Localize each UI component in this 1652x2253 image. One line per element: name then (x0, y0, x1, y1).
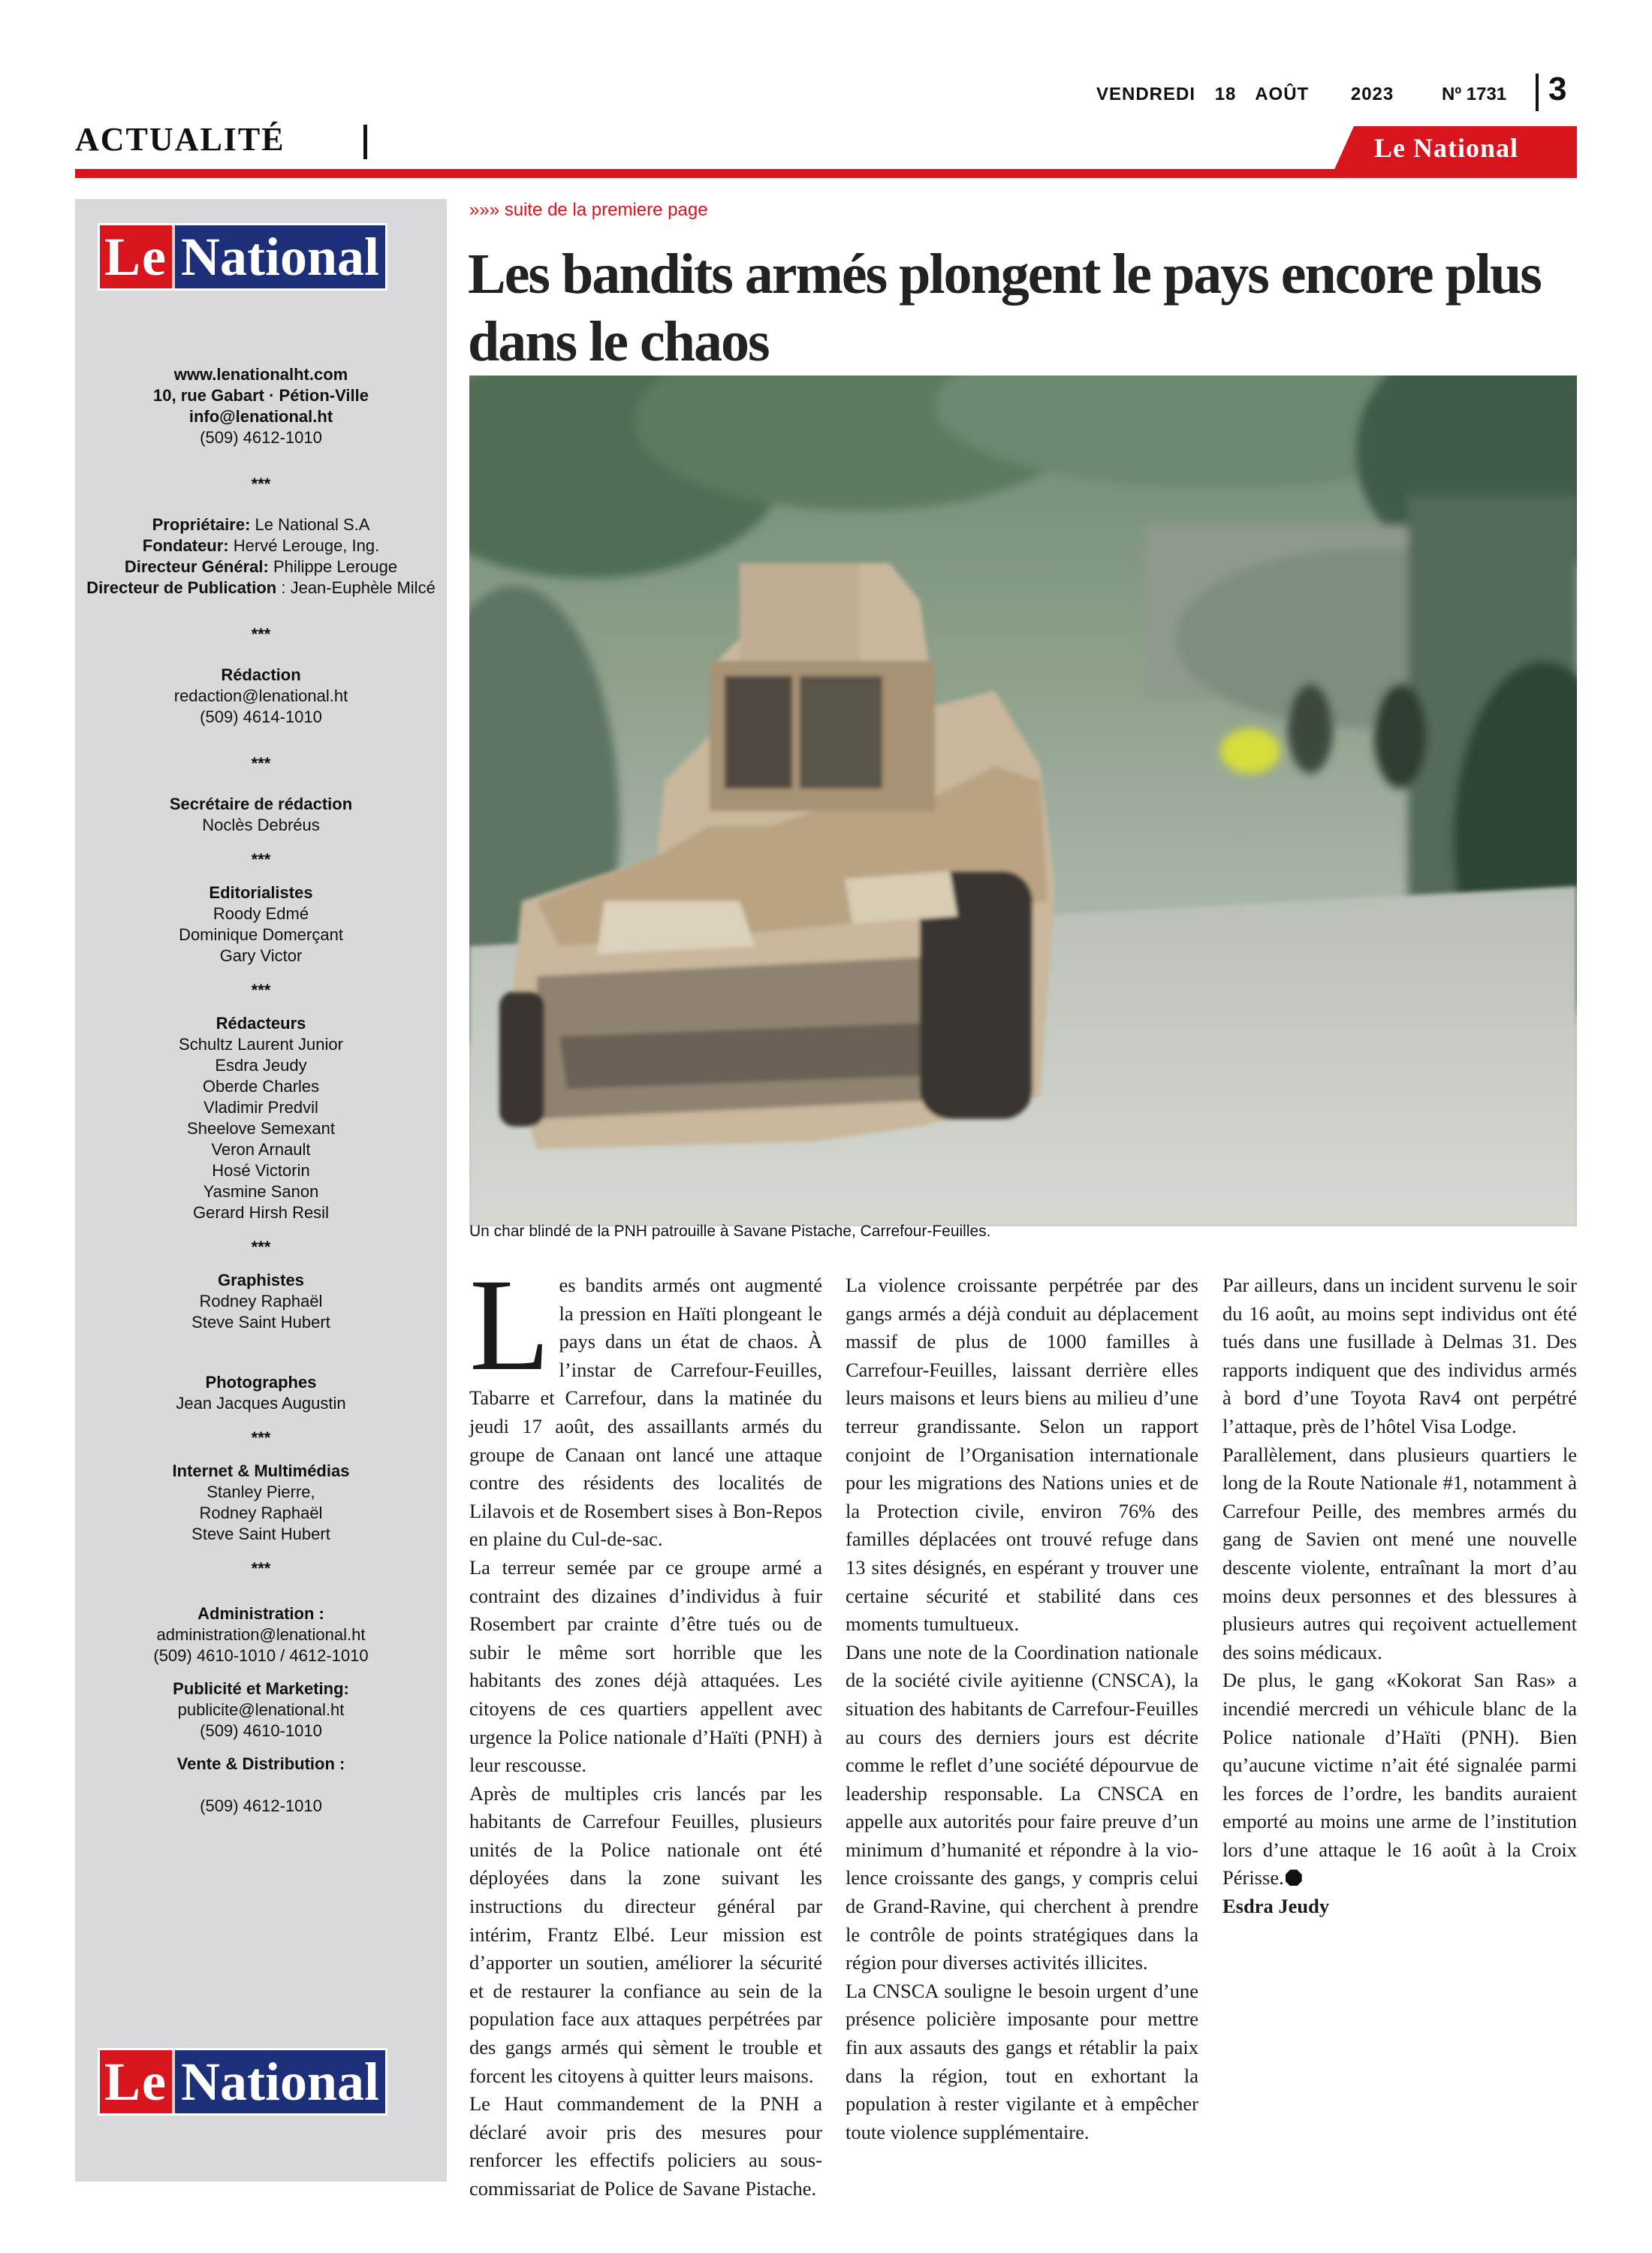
founder-value: Hervé Lerouge, Ing. (233, 536, 380, 555)
redacteur-name: Sheelove Semexant (187, 1119, 335, 1138)
masthead-credits (86, 364, 436, 1817)
pub-title: Publicité et Marketing: (173, 1679, 349, 1698)
editorialiste-name: Gary Victor (219, 946, 303, 965)
redaction-title: Rédaction (221, 665, 301, 684)
dg-line (86, 556, 436, 578)
paragraph-8: Par ailleurs, dans un incident survenu le soir du 16 août, au moins sept individus ont été tués dans une fusillade à Delmas 31. Des rapports indiquent que des individus armés à bord d’une Toyota Rav4 ont perpétré l’attaque, près de l’hôtel Visa Lodge. (1222, 1274, 1577, 1437)
continued-from-kicker: »»» suite de la premiere page (469, 200, 708, 220)
separator-stars: *** (251, 475, 271, 493)
article-paragraph-last (1222, 1666, 1577, 1893)
website-link[interactable]: www.lenationalht.com (173, 365, 348, 384)
photo-caption: Un char blindé de la PNH patrouille à Savane Pistache, Carrefour-Feuilles. (469, 1223, 991, 1240)
owner-line (86, 514, 436, 535)
pub-email[interactable]: publicite@lenational.ht (177, 1700, 345, 1719)
dp-line (86, 578, 436, 599)
logo-national: National (175, 2050, 385, 2113)
admin-email[interactable]: administration@lenational.ht (156, 1625, 366, 1644)
separator-stars: *** (251, 850, 271, 869)
date-year: 2023 (1350, 84, 1394, 104)
redacteur-name: Oberde Charles (202, 1077, 320, 1096)
armored-vehicle-photo (469, 376, 1577, 1226)
date-month: AOÛT (1255, 84, 1310, 104)
issue-date (1096, 84, 1407, 105)
date-day: VENDREDI (1096, 84, 1196, 104)
secretaire-name: Noclès Debréus (202, 816, 320, 834)
redacteur-name: Hosé Victorin (212, 1161, 310, 1180)
pub-phone: (509) 4610-1010 (200, 1721, 322, 1740)
redacteur-name: Veron Arnault (211, 1140, 311, 1159)
internet-name: Stanley Pierre, (206, 1482, 315, 1501)
drop-cap: L (469, 1252, 550, 1398)
section-title: ACTUALITÉ (75, 121, 285, 158)
article-column-2 (846, 1271, 1198, 2146)
paragraph-1: es bandits armés ont augmenté la pression en Haïti plongeant le pays dans un état de chaos. À l’instar de Carrefour-Feuilles, Tabarre et Carrefour, dans la matinée du jeudi 17 août, des assaillants armés du groupe de Canaan ont lancé une attaque contre des résidents des localités de Lilavois et de Rosembert sises à Bon-Repos en plaine du Cul-de-sac. (469, 1274, 822, 1551)
photographe-name: Jean Jacques Augustin (176, 1394, 346, 1413)
issue-number: Nº 1731 (1442, 84, 1507, 104)
contact-email[interactable]: info@lenational.ht (188, 407, 333, 426)
redacteur-name: Vladimir Predvil (203, 1098, 318, 1117)
graphiste-name: Steve Saint Hubert (191, 1313, 330, 1332)
paragraph-10: De plus, le gang «Kokorat San Ras» a incendié mercredi un véhicule blanc de la Police nationale d’Haïti (PNH). Bien qu’aucune victime n’ait été signalée parmi les forces de l’ordre, les bandits auraient emporté au moins une arme de l’institution lors d’une attaque le 16 août à la Croix Périsse. (1222, 1669, 1577, 1890)
header-divider (1536, 74, 1539, 111)
photographes-title: Photographes (205, 1373, 317, 1392)
redacteur-name: Esdra Jeudy (215, 1056, 307, 1075)
graphiste-name: Rodney Raphaël (199, 1292, 323, 1310)
paragraph-7: La CNSCA souligne le besoin urgent d’une présence policière imposante pour mettre fin aux assauts des gangs et rétablir la paix dans la région, tout en exhortant la population à rester vigilante et à empêcher toute violence supplémentaire. (846, 1979, 1198, 2143)
internet-title: Internet & Multimédias (172, 1461, 350, 1480)
dp-label: Directeur de Publication (86, 578, 277, 597)
article-headline: Les bandits armés plongent le pays encore plus dans le chaos (468, 243, 1541, 373)
separator-stars: *** (251, 1428, 271, 1447)
editorialistes-title: Editorialistes (209, 883, 313, 902)
internet-name: Steve Saint Hubert (191, 1525, 330, 1543)
dp-value: : Jean-Euphèle Milcé (276, 578, 436, 597)
paragraph-3: Après de multiples cris lancés par les habitants de Carrefour Feuilles, plusieurs unités de la Police nationale ont été déployées dans la zone suivant les instructions du directeur général par intérim, Frantz Elbé. Leur mission est d’apporter un soutien, améliorer la sécurité et de restaurer la confiance au sein de la population face aux attaques perpétrées par des gangs armés qui sèment le trouble et forcent les citoyens à quitter leurs maisons. (469, 1781, 822, 2087)
paragraph-5: La violence croissante perpétrée par des gangs armés a déjà conduit au déplacement massif de plus de 1000 familles à Carrefour-Feuilles, laissant derrière elles leurs maisons et leurs biens au milieu d’une terreur grandissante. Selon un rapport conjoint de l’Organisation internationale pour les migrations des Nations unies et de la Protection civile, environ 76% des familles déplacées ont trouvé refuge dans 13 sites désignés, en espérant y trouver une certaine sécurité et stabilité dans ces moments tumultueux. (846, 1274, 1198, 1636)
article-photo (469, 376, 1577, 1226)
founder-label: Fondateur: (142, 536, 229, 555)
separator-stars: *** (251, 981, 271, 1000)
editorialiste-name: Dominique Domerçant (179, 925, 343, 944)
newspaper-logo (98, 2048, 387, 2116)
owner-label: Propriétaire: (152, 515, 251, 534)
internet-name: Rodney Raphaël (199, 1504, 323, 1522)
end-of-article-icon (1286, 1869, 1302, 1886)
section-divider (363, 125, 367, 159)
vente-title: Vente & Distribution : (176, 1754, 345, 1773)
contact-phone: (509) 4612-1010 (200, 428, 322, 447)
date-number: 18 (1214, 84, 1237, 104)
logo-national: National (175, 225, 385, 288)
dg-label: Directeur Général: (124, 557, 269, 576)
masthead-sidebar (75, 199, 447, 2182)
redacteurs-title: Rédacteurs (216, 1014, 306, 1033)
paragraph-9: Parallèlement, dans plusieurs quartiers le long de la Route Nationale #1, notamment à Carrefour Peille, des membres armés du gang de Savien ont mené une nouvelle descente violente, entraînant la mort d’au moins deux personnes et des blessures à plusieurs autres qui reçoivent actuellement des soins médicaux. (1222, 1443, 1577, 1663)
redacteur-name: Gerard Hirsh Resil (193, 1203, 329, 1222)
page-number: 3 (1548, 71, 1567, 107)
paragraph-4: Le Haut commandement de la PNH a déclaré avoir pris des mesures pour renforcer les effectifs policiers au sous-commissariat de Police de Savane Pistache. (469, 2092, 822, 2200)
article-paragraph (469, 1252, 822, 1554)
graphistes-title: Graphistes (218, 1271, 304, 1289)
admin-phone: (509) 4610-1010 / 4612-1010 (153, 1646, 369, 1665)
dg-value: Philippe Lerouge (273, 557, 398, 576)
separator-stars: *** (251, 1238, 271, 1256)
paragraph-2: La terreur semée par ce groupe armé a contraint des dizaines d’individus à fuir Rosembert par crainte d’être tués ou de subir le même sort horrible que les habitants des zones déjà attaquées. Les citoyens de ces quartiers appellent avec urgence la Police nationale d’Haïti (PNH) à leur rescousse. (469, 1555, 822, 1777)
separator-stars: *** (251, 754, 271, 773)
address: 10, rue Gabart · Pétion-Ville (153, 386, 369, 405)
redaction-phone: (509) 4614-1010 (200, 707, 322, 726)
admin-title: Administration : (197, 1604, 324, 1623)
redacteur-name: Schultz Laurent Junior (179, 1035, 343, 1054)
newspaper-logo (98, 223, 387, 291)
brand-tab-label: Le National (1374, 133, 1519, 163)
paragraph-6: Dans une note de la Coordination nationale de la société civile ayitienne (CNSCA), la situation des habitants de Carrefour-Feuilles au cours des derniers jours est décrite comme le reflet d’une société dépourvue de leadership responsable. La CNSCA en appelle aux autorités pour faire preuve d’un minimum d’humanité et répondre à la violence croissante des gangs, y compris celui de Grand-Ravine, qui cherchent à prendre le contrôle de points stratégiques dans la région pour diverses activités illicites. (846, 1640, 1198, 1974)
redacteur-name: Yasmine Sanon (203, 1182, 319, 1201)
logo-le: Le (100, 2050, 172, 2113)
owner-value: Le National S.A (255, 515, 370, 534)
editorialiste-name: Roody Edmé (213, 904, 309, 923)
redaction-email[interactable]: redaction@lenational.ht (173, 686, 348, 705)
logo-le: Le (100, 225, 172, 288)
separator-stars: *** (251, 1559, 271, 1578)
founder-line (86, 535, 436, 556)
article-column-3 (1222, 1271, 1577, 1921)
secretaire-title: Secrétaire de rédaction (169, 795, 353, 813)
separator-stars: *** (251, 625, 271, 644)
header-rule (75, 169, 1577, 178)
vente-phone: (509) 4612-1010 (200, 1796, 322, 1815)
article-column-1 (469, 1252, 822, 2203)
author-byline: Esdra Jeudy (1222, 1895, 1330, 1918)
